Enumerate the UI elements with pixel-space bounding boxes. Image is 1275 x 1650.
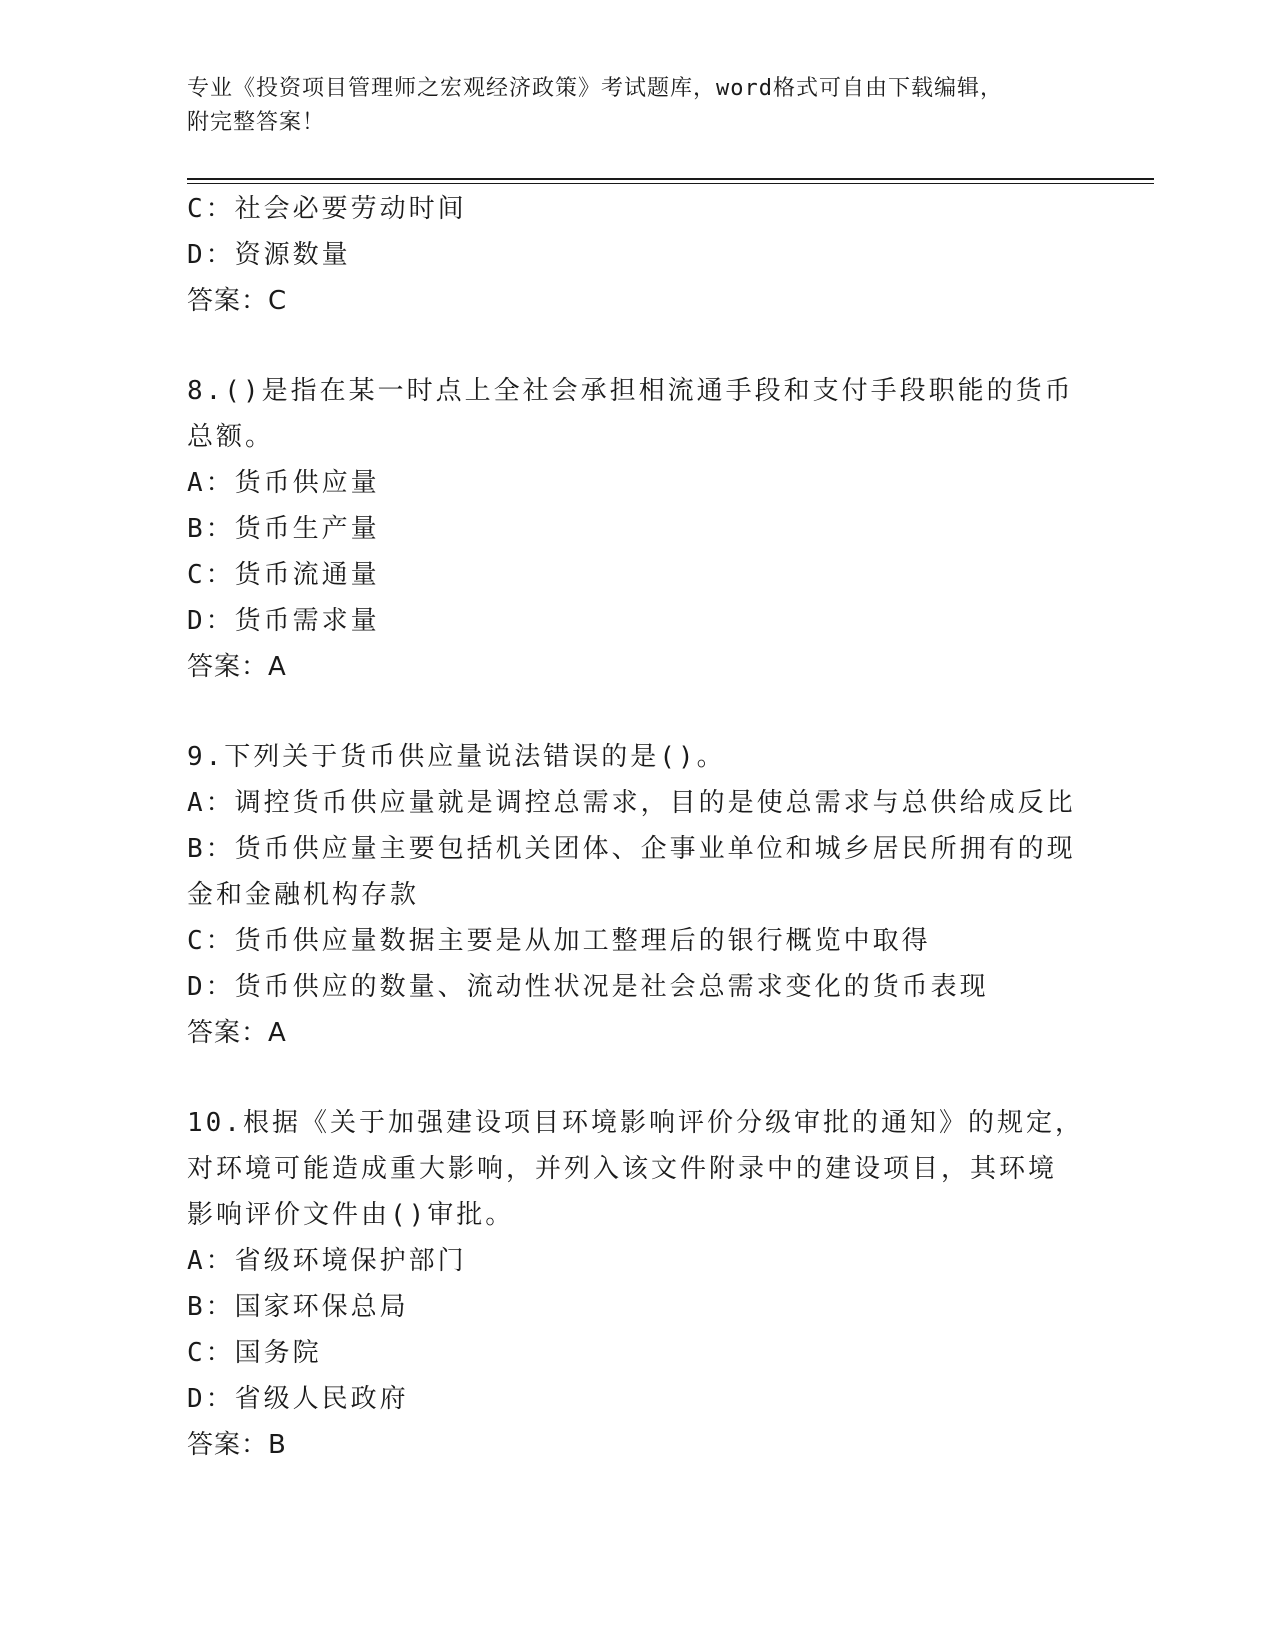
option-b-continued: 金和金融机构存款 bbox=[187, 880, 420, 910]
option-b: B：货币生产量 bbox=[187, 514, 380, 544]
question-9 bbox=[187, 734, 1087, 1056]
question-stem-continued: 影响评价文件由()审批。 bbox=[187, 1200, 515, 1230]
header-line-2: 附完整答案！ bbox=[187, 110, 326, 135]
spacer bbox=[187, 324, 1087, 368]
spacer bbox=[187, 690, 1087, 734]
option-c: C：货币流通量 bbox=[187, 560, 380, 590]
option-a: A：调控货币供应量就是调控总需求，目的是使总需求与总供给成反比 bbox=[187, 788, 1076, 818]
question-7-tail bbox=[187, 186, 1087, 324]
question-stem: 8.()是指在某一时点上全社会承担相流通手段和支付手段职能的货币 bbox=[187, 376, 1074, 406]
option-c: C：货币供应量数据主要是从加工整理后的银行概览中取得 bbox=[187, 926, 931, 956]
option-c: C：社会必要劳动时间 bbox=[187, 194, 467, 224]
question-stem: 9.下列关于货币供应量说法错误的是()。 bbox=[187, 742, 726, 772]
option-d: D：资源数量 bbox=[187, 240, 351, 270]
spacer bbox=[187, 1056, 1087, 1100]
option-d: D：货币供应的数量、流动性状况是社会总需求变化的货币表现 bbox=[187, 972, 989, 1002]
answer: 答案：C bbox=[187, 286, 288, 316]
question-stem-continued: 对环境可能造成重大影响，并列入该文件附录中的建设项目，其环境 bbox=[187, 1154, 1058, 1184]
option-c: C：国务院 bbox=[187, 1338, 322, 1368]
header-line-1: 专业《投资项目管理师之宏观经济政策》考试题库，word格式可自由下载编辑， bbox=[187, 76, 1003, 101]
option-d: D：省级人民政府 bbox=[187, 1384, 409, 1414]
option-a: A：货币供应量 bbox=[187, 468, 380, 498]
document-header bbox=[187, 72, 1067, 140]
answer: 答案：B bbox=[187, 1430, 287, 1460]
question-stem-continued: 总额。 bbox=[187, 422, 275, 452]
question-list bbox=[187, 186, 1087, 1468]
question-10 bbox=[187, 1100, 1087, 1468]
answer: 答案：A bbox=[187, 1018, 287, 1048]
answer: 答案：A bbox=[187, 652, 287, 682]
question-8 bbox=[187, 368, 1087, 690]
option-d: D：货币需求量 bbox=[187, 606, 380, 636]
option-b: B：国家环保总局 bbox=[187, 1292, 409, 1322]
question-stem: 10.根据《关于加强建设项目环境影响评价分级审批的通知》的规定， bbox=[187, 1108, 1084, 1138]
header-divider bbox=[187, 178, 1154, 184]
option-a: A：省级环境保护部门 bbox=[187, 1246, 467, 1276]
option-b: B：货币供应量主要包括机关团体、企事业单位和城乡居民所拥有的现 bbox=[187, 834, 1076, 864]
